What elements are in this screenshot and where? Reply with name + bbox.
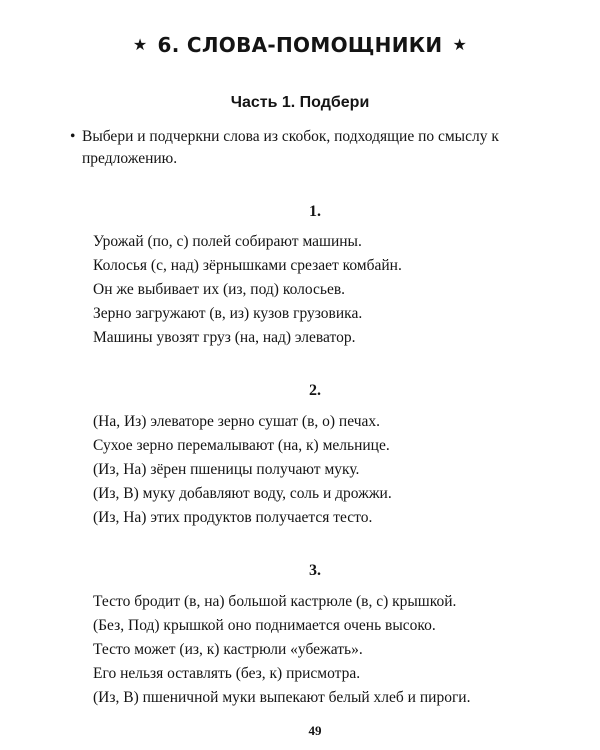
page-title bbox=[0, 33, 600, 57]
exercise-line: (Из, На) зёрен пшеницы получают муку. bbox=[93, 461, 360, 478]
exercise-line: (На, Из) элеваторе зерно сушат (в, о) печах. bbox=[93, 413, 381, 430]
star-left-icon: ★ bbox=[132, 35, 148, 54]
exercise-line: Его нельзя оставлять (без, к) присмотра. bbox=[93, 665, 361, 682]
exercise-number-1: 1. bbox=[309, 203, 321, 220]
exercise-number-2: 2. bbox=[309, 382, 321, 399]
exercise-line: Он же выбивает их (из, под) колосьев. bbox=[93, 281, 346, 298]
exercise-line: (Без, Под) крышкой оно поднимается очень высоко. bbox=[93, 617, 436, 634]
exercise-line: Тесто может (из, к) кастрюли «убежать». bbox=[93, 641, 363, 658]
exercise-line: Машины увозят груз (на, над) элеватор. bbox=[93, 329, 356, 346]
page-number: 49 bbox=[308, 723, 322, 738]
instruction-text: Выбери и подчеркни слова из скобок, подходящие по смыслу к предложению. bbox=[82, 128, 499, 167]
exercise-line: (Из, На) этих продуктов получается тесто. bbox=[93, 509, 373, 526]
exercise-number-3: 3. bbox=[309, 562, 321, 579]
bullet-icon: • bbox=[70, 128, 76, 145]
exercise-line: Тесто бродит (в, на) большой кастрюле (в, с) крышкой. bbox=[93, 593, 457, 610]
exercise-line: Зерно загружают (в, из) кузов грузовика. bbox=[93, 305, 363, 322]
exercise-line: Колосья (с, над) зёрнышками срезает комбайн. bbox=[93, 257, 402, 274]
title-text: 6. СЛОВА-ПОМОЩНИКИ bbox=[157, 33, 443, 57]
exercise-line: (Из, В) муку добавляют воду, соль и дрожжи. bbox=[93, 485, 392, 502]
exercise-line: (Из, В) пшеничной муки выпекают белый хлеб и пироги. bbox=[93, 689, 471, 706]
star-right-icon: ★ bbox=[452, 35, 468, 54]
section-subtitle: Часть 1. Подбери bbox=[230, 94, 370, 111]
exercise-line: Урожай (по, с) полей собирают машины. bbox=[93, 233, 362, 250]
exercise-line: Сухое зерно перемалывают (на, к) мельнице. bbox=[93, 437, 390, 454]
instruction-block bbox=[70, 126, 552, 170]
